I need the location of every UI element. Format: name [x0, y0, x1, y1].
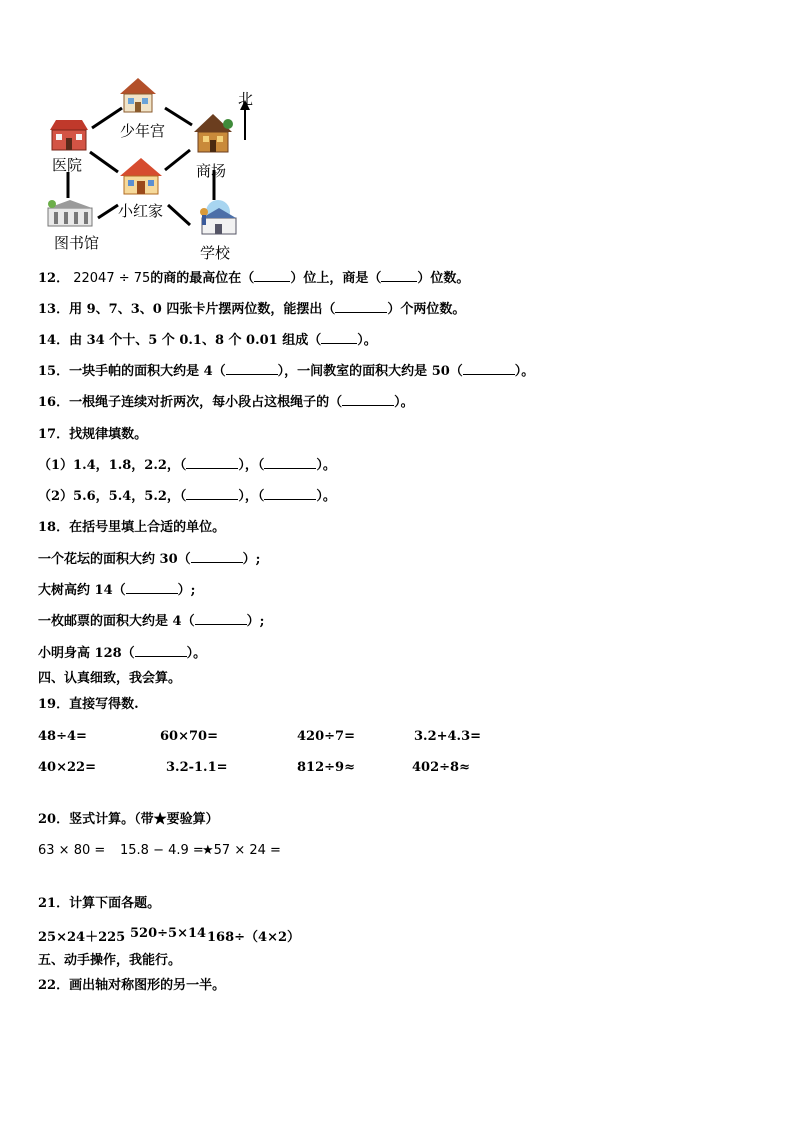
section-5-heading: 五、动手操作，我能行。	[38, 953, 182, 968]
q20-expr: 63 × 80 =	[38, 843, 106, 858]
q19-item: 812÷9≈	[297, 760, 355, 775]
mall-icon	[190, 112, 236, 154]
answer-blank[interactable]	[264, 456, 316, 469]
answer-blank[interactable]	[463, 362, 515, 375]
section-4-heading: 四、认真细致，我会算。	[38, 671, 182, 686]
answer-blank[interactable]	[254, 269, 290, 282]
palace-icon	[116, 76, 160, 114]
question-20-title: 20．竖式计算。（带★要验算）	[38, 812, 219, 827]
home-icon	[118, 156, 164, 196]
answer-blank[interactable]	[191, 550, 243, 563]
question-18-line1: 一个花坛的面积大约 30（ ）;	[38, 552, 261, 567]
answer-blank[interactable]	[186, 487, 238, 500]
school-icon	[192, 198, 244, 238]
question-21-title: 21．计算下面各题。	[38, 896, 161, 911]
q20-expr: ★57 × 24 =	[202, 843, 281, 858]
q19-item: 3.2-1.1=	[166, 760, 228, 775]
hospital-icon	[48, 116, 90, 152]
answer-blank[interactable]	[381, 269, 417, 282]
question-16: 16．一根绳子连续对折两次，每小段占这根绳子的（ ）。	[38, 395, 414, 410]
question-12: 12． 22047 ÷ 75的商的最高位在（ ）位上，商是（ ）位数。	[38, 271, 470, 286]
answer-blank[interactable]	[342, 393, 394, 406]
answer-blank[interactable]	[186, 456, 238, 469]
question-17-part2: （2）5.6，5.4，5.2，（ ），（ ）。	[38, 489, 336, 504]
q19-item: 48÷4=	[38, 729, 87, 744]
q19-item: 40×22=	[38, 760, 96, 775]
map-label-home: 小红家	[118, 202, 164, 220]
q21-expr: 520÷5×14	[130, 926, 207, 941]
map-label-mall: 商场	[196, 162, 227, 180]
map-figure	[40, 70, 270, 265]
answer-blank[interactable]	[126, 581, 178, 594]
map-label-hospital: 医院	[52, 156, 83, 174]
q19-item: 402÷8≈	[412, 760, 470, 775]
question-13: 13．用 9、7、3、0 四张卡片摆两位数，能摆出（ ）个两位数。	[38, 302, 466, 317]
answer-blank[interactable]	[321, 331, 357, 344]
q19-item: 3.2+4.3=	[414, 729, 482, 744]
answer-blank[interactable]	[226, 362, 278, 375]
q19-item: 60×70=	[160, 729, 218, 744]
answer-blank[interactable]	[195, 612, 247, 625]
q21-expr: 25×24＋225	[38, 930, 126, 945]
question-17-title: 17．找规律填数。	[38, 427, 148, 442]
q19-item: 420÷7=	[297, 729, 355, 744]
question-17-part1: （1）1.4，1.8，2.2，（ ），（ ）。	[38, 458, 336, 473]
q20-expr: 15.8 − 4.9 =	[120, 843, 204, 858]
map-label-school: 学校	[200, 244, 231, 262]
question-18-line3: 一枚邮票的面积大约是 4（ ）;	[38, 614, 265, 629]
library-icon	[44, 198, 96, 230]
q21-expr: 168÷（4×2）	[207, 930, 301, 945]
answer-blank[interactable]	[335, 300, 387, 313]
question-18-title: 18．在括号里填上合适的单位。	[38, 520, 226, 535]
map-label-north: 北	[238, 90, 254, 108]
map-label-library: 图书馆	[54, 234, 100, 252]
question-18-line4: 小明身高 128（ ）。	[38, 646, 207, 661]
question-18-line2: 大树高约 14（ ）;	[38, 583, 196, 598]
question-22: 22．画出轴对称图形的另一半。	[38, 978, 226, 993]
map-label-palace: 少年宫	[120, 122, 166, 140]
answer-blank[interactable]	[264, 487, 316, 500]
question-19-title: 19．直接写得数.	[38, 697, 139, 712]
question-14: 14．由 34 个十、5 个 0.1、8 个 0.01 组成（ ）。	[38, 333, 377, 348]
question-15: 15．一块手帕的面积大约是 4（ ），一间教室的面积大约是 50（ ）。	[38, 364, 535, 379]
answer-blank[interactable]	[135, 644, 187, 657]
